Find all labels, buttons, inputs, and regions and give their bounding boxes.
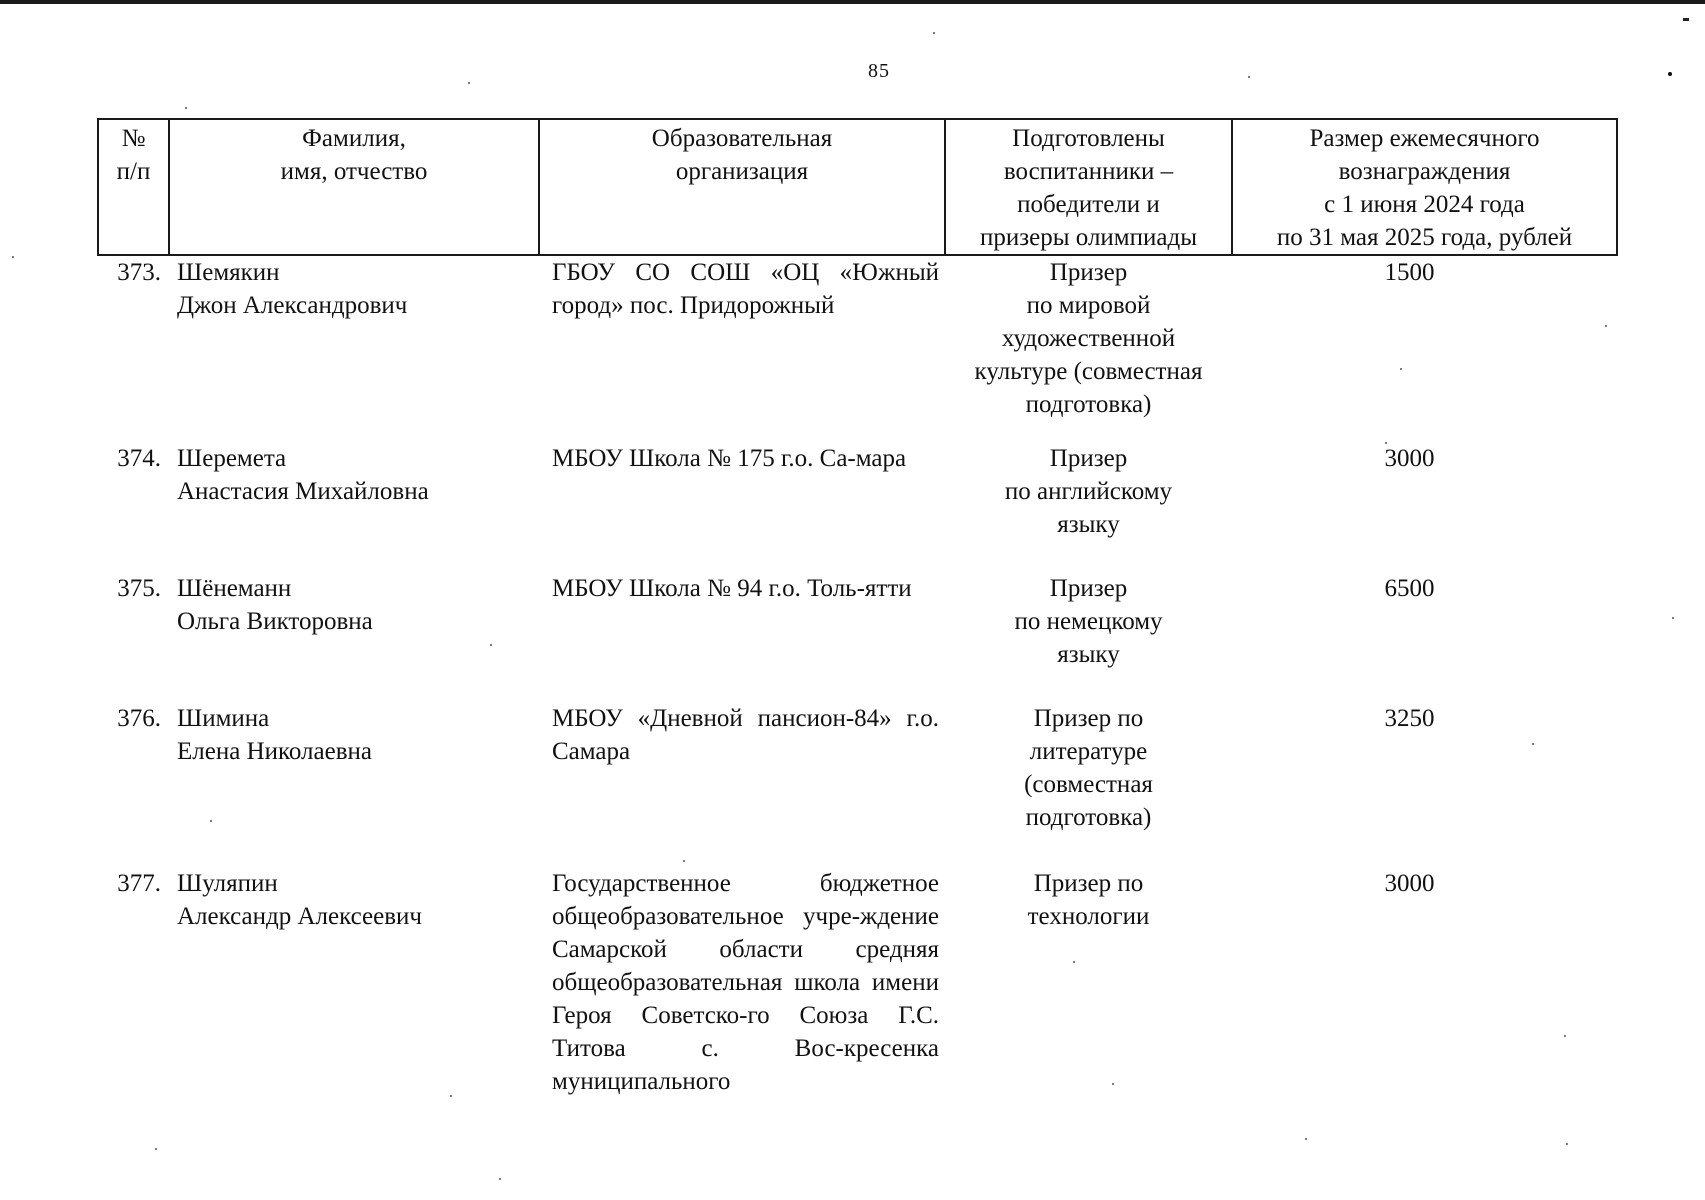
scan-speck: [1668, 72, 1672, 76]
row-olympiad-result: Призер по литературе (совместная подготовка): [1024, 705, 1153, 831]
row-number: 377.: [117, 870, 161, 897]
scan-speck: [1532, 743, 1534, 745]
scan-speck: [155, 1148, 157, 1150]
scan-speck: [1566, 1143, 1568, 1145]
scan-speck: [499, 1178, 501, 1180]
header-row: [98, 119, 1617, 255]
row-award-amount: 6500: [1384, 575, 1435, 602]
page-number: 85: [868, 60, 890, 82]
table-row: [98, 442, 1617, 572]
row-award-amount: 3000: [1384, 445, 1435, 472]
row-organization: МБОУ Школа № 175 г.о. Са-мара: [552, 445, 907, 472]
scan-speck: [1564, 1035, 1566, 1037]
header-number: № п/п: [98, 119, 169, 255]
row-olympiad-result: Призер по английскому языку: [1004, 445, 1173, 538]
scan-speck: [683, 860, 685, 862]
row-full-name: Шеремета Анастасия Михайловна: [177, 445, 429, 505]
scan-speck: [1305, 1138, 1307, 1140]
scan-speck: [933, 32, 935, 34]
table-row: [98, 867, 1617, 1098]
row-full-name: Шимина Елена Николаевна: [177, 705, 372, 765]
row-number: 375.: [117, 575, 161, 602]
row-organization: Государственное бюджетное общеобразовательное учре-ждение Самарской области средняя общеобразовательная школа имени Героя Советско-го Союза Г.С. Титова с. Вос-кресенка муниципального: [552, 870, 939, 1095]
award-table: [97, 118, 1618, 1098]
row-full-name: Шуляпин Александр Алексеевич: [177, 870, 422, 930]
header-olympiad-result: Подготовлены воспитанники – победители и призеры олимпиады: [945, 119, 1232, 255]
row-olympiad-result: Призер по немецкому языку: [1014, 575, 1163, 668]
row-olympiad-result: Призер по технологии: [1027, 870, 1150, 930]
row-number: 376.: [117, 705, 161, 732]
top-border-rule: [0, 0, 1705, 4]
scan-speck: [12, 256, 14, 258]
scan-speck: [185, 107, 187, 109]
scan-speck: [1672, 617, 1674, 619]
scan-speck: [1248, 76, 1250, 78]
scan-artifact-mark: [1683, 18, 1689, 21]
table-row: [98, 572, 1617, 702]
scan-speck: [1605, 325, 1607, 327]
scan-speck: [210, 820, 212, 822]
table-row: [98, 255, 1617, 442]
row-organization: МБОУ Школа № 94 г.о. Толь-ятти: [552, 575, 912, 602]
scan-speck: [490, 644, 492, 646]
scan-speck: [468, 82, 470, 84]
scan-speck: [1385, 442, 1387, 444]
header-monthly-award: Размер ежемесячного вознаграждения с 1 июня 2024 года по 31 мая 2025 года, рублей: [1232, 119, 1617, 255]
scan-speck: [1112, 1083, 1114, 1085]
header-organization: Образовательная организация: [539, 119, 945, 255]
row-award-amount: 3250: [1384, 705, 1435, 732]
table-body: [98, 255, 1617, 1098]
row-number: 374.: [117, 445, 161, 472]
row-organization: ГБОУ СО СОШ «ОЦ «Южный город» пос. Придорожный: [552, 259, 939, 319]
table-header: [98, 119, 1617, 255]
row-number: 373.: [117, 259, 161, 286]
scan-speck: [1073, 961, 1075, 963]
scan-speck: [1400, 368, 1402, 370]
table-row: [98, 702, 1617, 867]
row-olympiad-result: Призер по мировой художественной культуре (совместная подготовка): [974, 259, 1203, 418]
row-award-amount: 1500: [1384, 259, 1435, 286]
row-full-name: Шёнеманн Ольга Викторовна: [177, 575, 373, 635]
row-organization: МБОУ «Дневной пансион-84» г.о. Самара: [552, 705, 939, 765]
row-full-name: Шемякин Джон Александрович: [177, 259, 408, 319]
scan-speck: [450, 1095, 452, 1097]
header-full-name: Фамилия, имя, отчество: [169, 119, 539, 255]
row-award-amount: 3000: [1384, 870, 1435, 897]
